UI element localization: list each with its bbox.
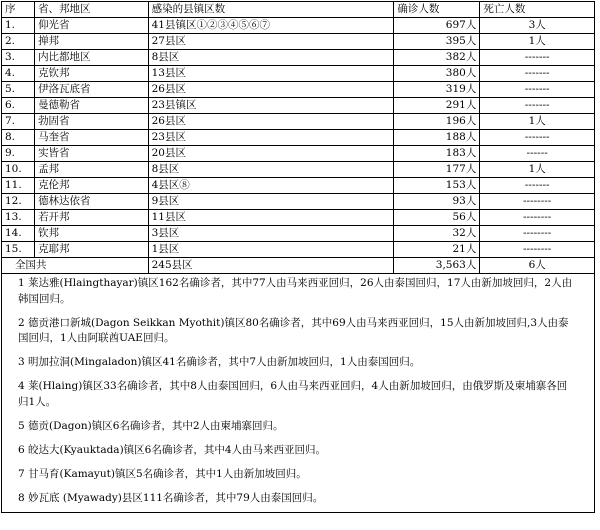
table-row <box>2 114 595 130</box>
row-count: 8县区 <box>148 162 394 178</box>
row-no: 10. <box>2 162 35 178</box>
table-row <box>2 178 595 194</box>
row-deaths: 1人 <box>480 114 595 130</box>
row-region: 若开邦 <box>35 210 149 226</box>
row-no: 7. <box>2 114 35 130</box>
footnote: 2 德贡港口新城(Dagon Seikkan Myothit)镇区80名确诊者，其中69人由马来西亚回归，15人由新加坡回归,3人由泰国回归，1人由阿联酋UAE回归。 <box>18 316 569 344</box>
total-label: 全国共 <box>15 259 47 271</box>
row-region: 伊洛瓦底省 <box>35 82 149 98</box>
row-confirmed: 319人 <box>394 82 480 98</box>
row-confirmed: 56人 <box>394 210 480 226</box>
table-row <box>2 34 595 50</box>
row-deaths: ------- <box>480 178 595 194</box>
total-blank <box>35 258 149 274</box>
row-count: 9县区 <box>148 194 394 210</box>
footnote: 4 莱(Hlaing)镇区33名确诊者，其中8人由泰国回归，6人由马来西亚回归，4人由新加坡回归，由俄罗斯及柬埔寨各回归1人。 <box>18 380 568 408</box>
table-row <box>2 242 595 258</box>
row-no: 4. <box>2 66 35 82</box>
row-confirmed: 380人 <box>394 66 480 82</box>
table-row <box>2 146 595 162</box>
row-region: 孟邦 <box>35 162 149 178</box>
row-count: 23县镇区 <box>148 98 394 114</box>
table-row <box>2 226 595 242</box>
row-deaths: ------- <box>480 66 595 82</box>
row-deaths: 1人 <box>480 34 595 50</box>
row-confirmed: 188人 <box>394 130 480 146</box>
row-confirmed: 183人 <box>394 146 480 162</box>
row-deaths: -------- <box>480 226 595 242</box>
footnote: 7 甘马育(Kamayut)镇区5名确诊者，其中1人由新加坡回归。 <box>18 467 307 480</box>
table-row <box>2 98 595 114</box>
row-deaths: ------- <box>480 98 595 114</box>
row-no: 3. <box>2 50 35 66</box>
row-deaths: 1人 <box>480 162 595 178</box>
row-no: 13. <box>2 210 35 226</box>
row-region: 德林达依省 <box>35 194 149 210</box>
row-count: 23县区 <box>148 130 394 146</box>
row-region: 内比都地区 <box>35 50 149 66</box>
total-deaths: 6人 <box>480 258 595 274</box>
row-no: 5. <box>2 82 35 98</box>
table-row <box>2 130 595 146</box>
header-no: 序 <box>2 2 35 18</box>
footnote: 5 德贡(Dagon)镇区6名确诊者，其中2人由柬埔寨回归。 <box>18 419 284 432</box>
row-deaths: -------- <box>480 210 595 226</box>
row-no: 11. <box>2 178 35 194</box>
row-region: 克钦邦 <box>35 66 149 82</box>
row-deaths: 3人 <box>480 18 595 34</box>
total-label-cell <box>2 258 47 274</box>
row-confirmed: 196人 <box>394 114 480 130</box>
row-deaths: ------- <box>480 82 595 98</box>
row-no: 15. <box>2 242 35 258</box>
row-no: 14. <box>2 226 35 242</box>
row-deaths: ------- <box>480 50 595 66</box>
footnote: 8 妙瓦底 (Myawady)县区111名确诊者，其中79人由泰国回归。 <box>18 491 324 504</box>
row-confirmed: 395人 <box>394 34 480 50</box>
table-row <box>2 18 595 34</box>
row-deaths: -------- <box>480 194 595 210</box>
row-count: 8县区 <box>148 50 394 66</box>
header-confirmed: 确诊人数 <box>394 2 480 18</box>
footnote: 1 莱达雅(Hlaingthayar)镇区162名确诊者，其中77人由马来西亚回归，26人由泰国回归，17人由新加坡回归，2人由韩国回归。 <box>18 277 573 305</box>
footnote: 3 明加拉洞(Mingaladon)镇区41名确诊者，其中7人由新加坡回归，1人由泰国回归。 <box>18 356 421 368</box>
row-confirmed: 153人 <box>394 178 480 194</box>
row-region: 仰光省 <box>35 18 149 34</box>
row-deaths: ------- <box>480 130 595 146</box>
row-count: 26县区 <box>148 82 394 98</box>
row-confirmed: 382人 <box>394 50 480 66</box>
row-count: 11县区 <box>148 210 394 226</box>
row-no: 9. <box>2 146 35 162</box>
row-count: 4县区⑧ <box>148 178 394 194</box>
row-count: 26县区 <box>148 114 394 130</box>
row-count: 1县区 <box>148 242 394 258</box>
notes-row <box>2 274 595 513</box>
case-table <box>1 1 595 513</box>
row-region: 克耶邦 <box>35 242 149 258</box>
row-no: 1. <box>2 18 35 34</box>
row-confirmed: 291人 <box>394 98 480 114</box>
row-confirmed: 32人 <box>394 226 480 242</box>
row-region: 克伦邦 <box>35 178 149 194</box>
table-row <box>2 162 595 178</box>
row-region: 实皆省 <box>35 146 149 162</box>
row-count: 41县镇区①②③④⑤⑥⑦ <box>148 18 394 34</box>
table-header-row <box>2 2 595 18</box>
row-no: 6. <box>2 98 35 114</box>
row-count: 13县区 <box>148 66 394 82</box>
row-region: 勃固省 <box>35 114 149 130</box>
header-deaths: 死亡人数 <box>480 2 595 18</box>
table-row <box>2 82 595 98</box>
row-deaths: ------ <box>480 146 595 162</box>
row-region: 曼德勒省 <box>35 98 149 114</box>
header-region: 省、邦地区 <box>35 2 149 18</box>
row-confirmed: 697人 <box>394 18 480 34</box>
row-confirmed: 93人 <box>394 194 480 210</box>
row-region: 马奎省 <box>35 130 149 146</box>
header-count: 感染的县镇区数 <box>148 2 394 18</box>
total-count: 245县区 <box>148 258 394 274</box>
row-deaths: -------- <box>480 242 595 258</box>
table-row <box>2 210 595 226</box>
row-no: 2. <box>2 34 35 50</box>
table-row <box>2 194 595 210</box>
row-confirmed: 177人 <box>394 162 480 178</box>
row-no: 12. <box>2 194 35 210</box>
row-count: 27县区 <box>148 34 394 50</box>
row-no: 8. <box>2 130 35 146</box>
table-row <box>2 66 595 82</box>
row-count: 20县区 <box>148 146 394 162</box>
total-row <box>2 258 595 274</box>
table-row <box>2 50 595 66</box>
footnote: 6 皎达大(Kyauktada)镇区6名确诊者，其中4人由马来西亚回归。 <box>18 443 327 456</box>
total-confirmed: 3,563人 <box>394 258 480 274</box>
row-confirmed: 21人 <box>394 242 480 258</box>
row-region: 钦邦 <box>35 226 149 242</box>
row-region: 掸邦 <box>35 34 149 50</box>
footnotes <box>2 274 595 513</box>
row-count: 3县区 <box>148 226 394 242</box>
